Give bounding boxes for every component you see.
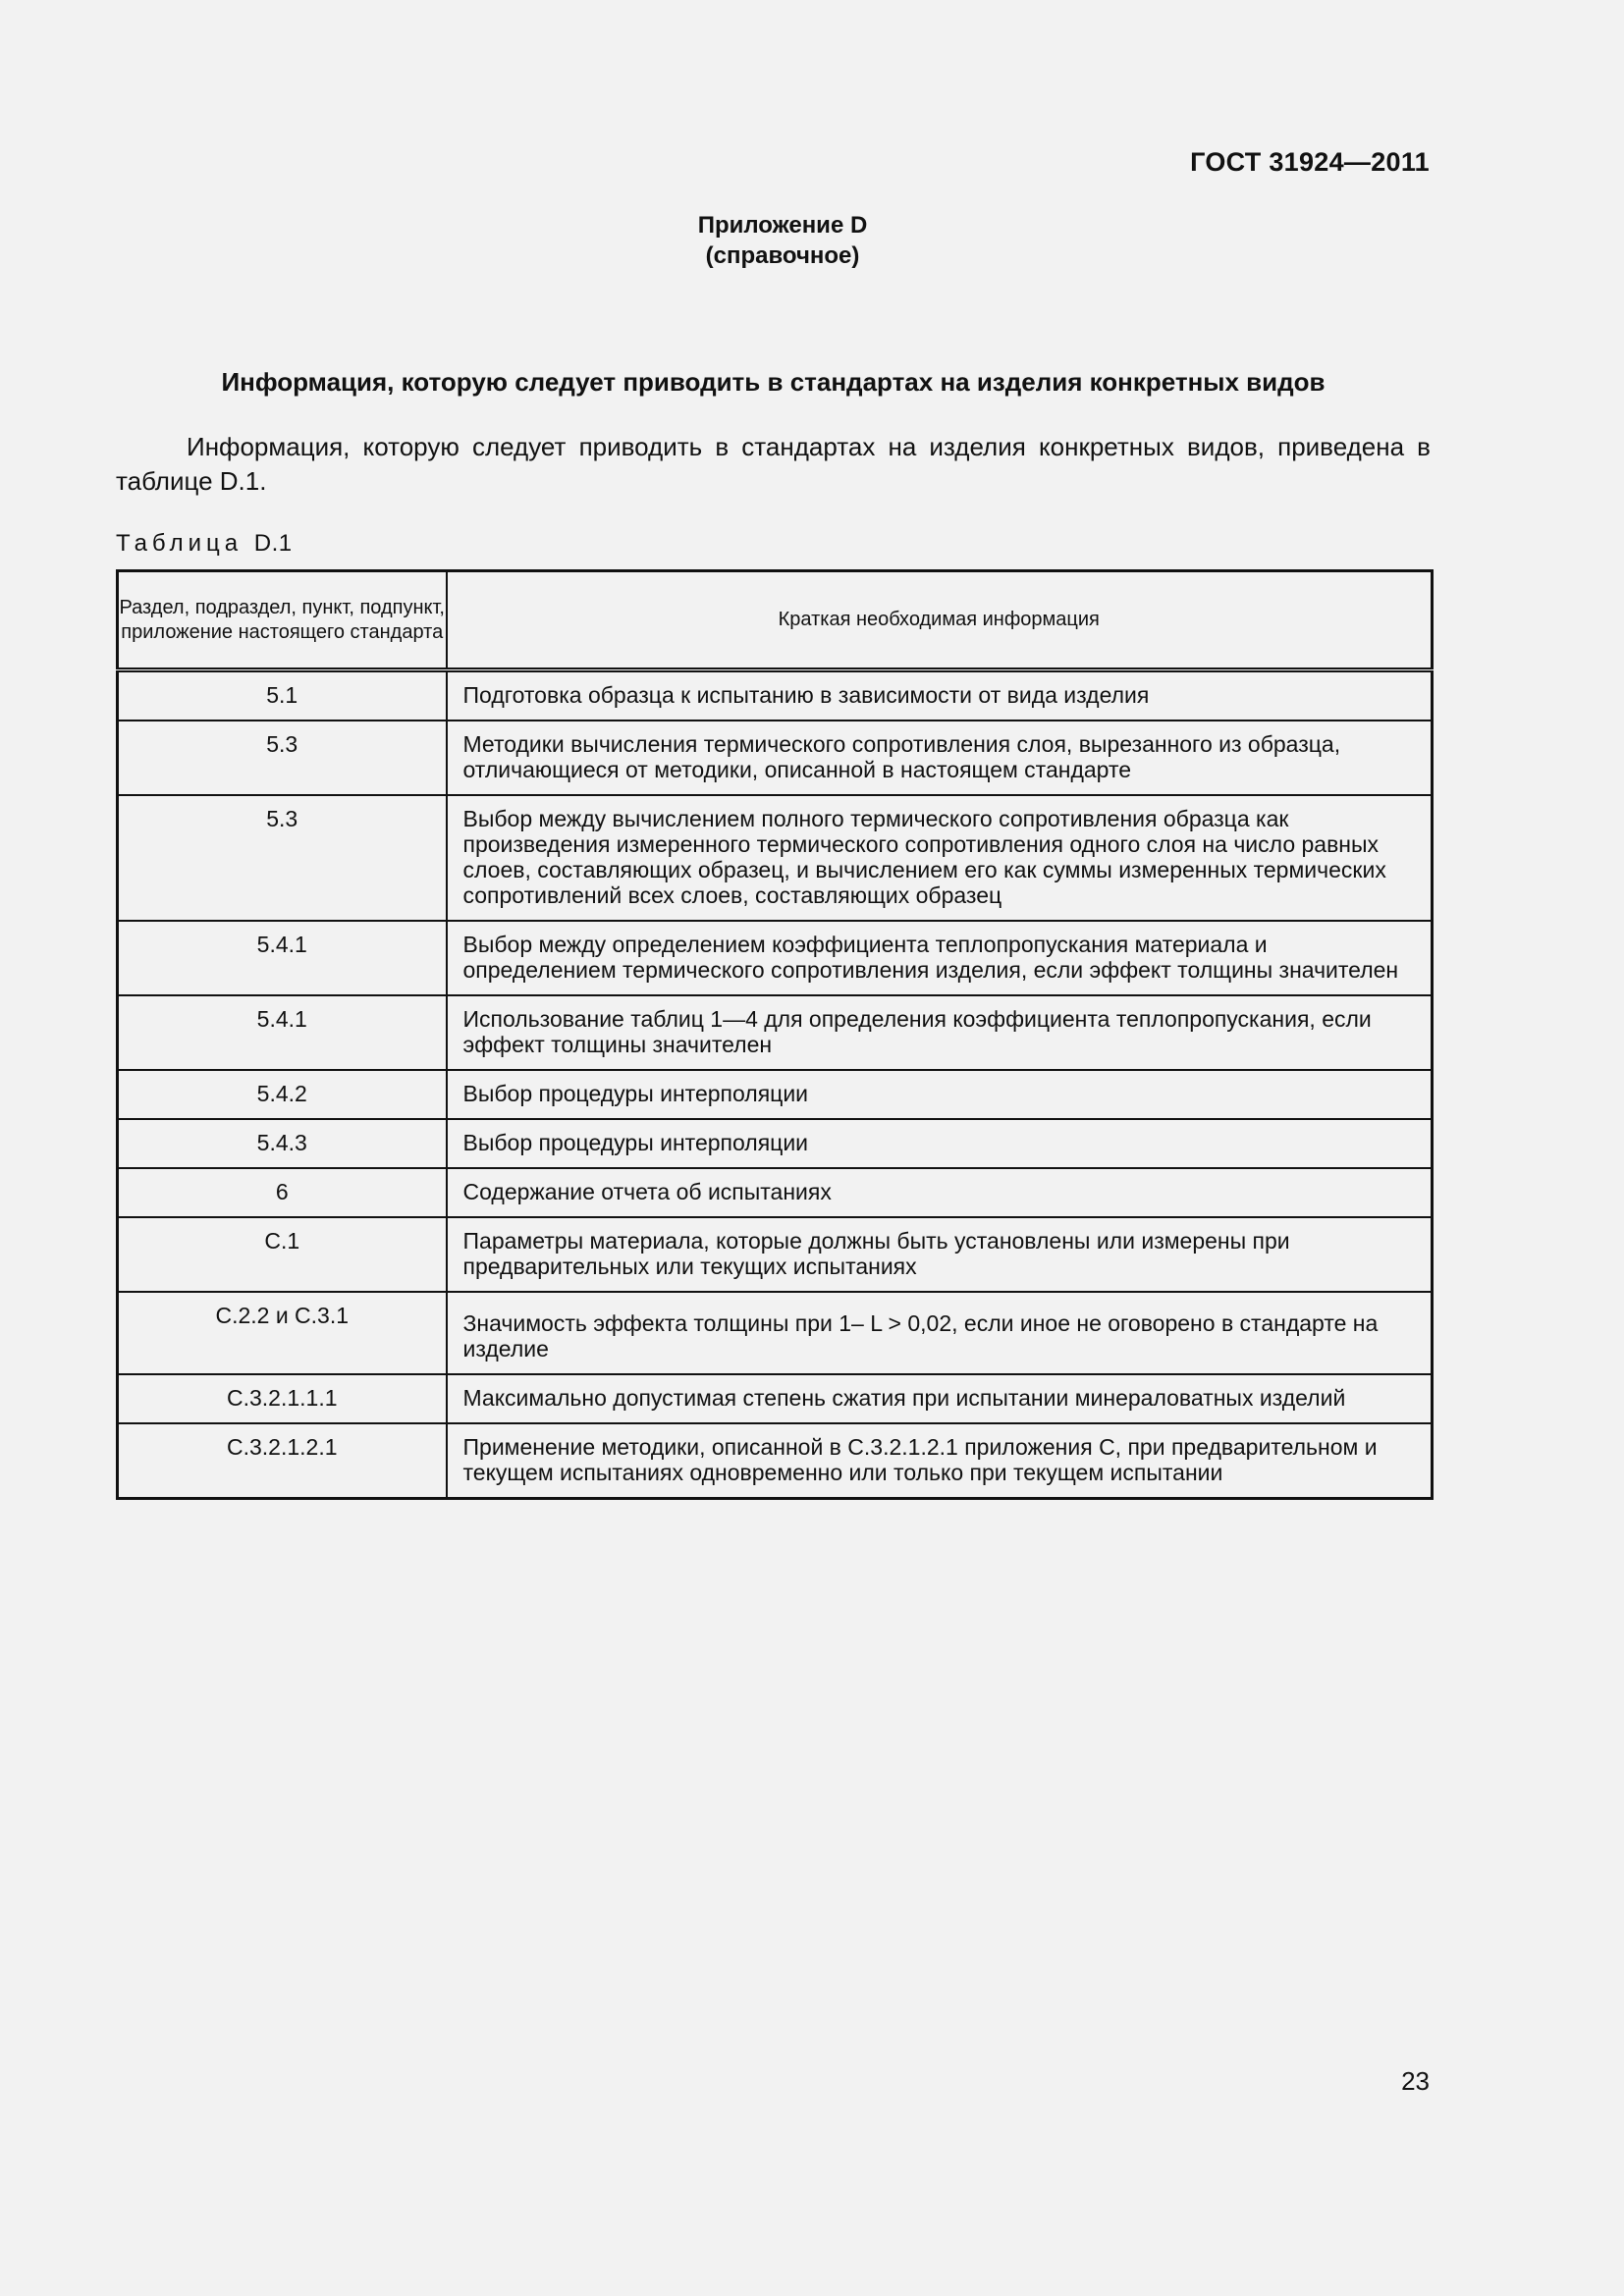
section-cell: 5.4.3 — [118, 1119, 447, 1168]
info-cell: Выбор процедуры интерполяции — [447, 1119, 1433, 1168]
section-cell: С.1 — [118, 1217, 447, 1292]
section-cell: 6 — [118, 1168, 447, 1217]
info-cell: Методики вычисления термического сопротивления слоя, вырезанного из образца, отличающиеся от методики, описанной в настоящем стандарте — [447, 721, 1433, 795]
document-code: ГОСТ 31924—2011 — [1190, 147, 1430, 177]
table-row — [118, 1070, 1433, 1119]
page-number: 23 — [1401, 2066, 1430, 2096]
appendix-title: Приложение D — [697, 212, 868, 239]
section-column-header: Раздел, подраздел, пункт, подпункт, приложение настоящего стандарта — [118, 571, 447, 670]
table-row — [118, 1119, 1433, 1168]
table-caption-number: D.1 — [253, 530, 293, 557]
appendix-subtitle: (справочное) — [705, 242, 860, 269]
info-cell: Содержание отчета об испытаниях — [447, 1168, 1433, 1217]
section-cell: 5.3 — [118, 795, 447, 921]
section-cell: С.3.2.1.2.1 — [118, 1423, 447, 1499]
table-caption-word: Таблица — [116, 530, 244, 557]
info-cell: Максимально допустимая степень сжатия при испытании минераловатных изделий — [447, 1374, 1433, 1423]
section-cell: 5.4.1 — [118, 921, 447, 995]
table-caption — [116, 530, 293, 558]
table-row — [118, 1217, 1433, 1292]
info-column-header: Краткая необходимая информация — [447, 571, 1433, 670]
info-cell: Подготовка образца к испытанию в зависимости от вида изделия — [447, 670, 1433, 721]
info-cell: Выбор между определением коэффициента теплопропускания материала и определением термического сопротивления изделия, если эффект толщины значителен — [447, 921, 1433, 995]
section-cell: 5.3 — [118, 721, 447, 795]
table-header-row — [118, 571, 1433, 670]
table-row — [118, 1374, 1433, 1423]
table-row — [118, 721, 1433, 795]
section-cell: С.2.2 и С.3.1 — [118, 1292, 447, 1374]
appendix-title-block — [0, 210, 1565, 271]
info-cell: Параметры материала, которые должны быть установлены или измерены при предварительных или текущих испытаниях — [447, 1217, 1433, 1292]
info-cell: Применение методики, описанной в С.3.2.1.2.1 приложения С, при предварительном и текущем испытаниях одновременно или только при текущем испытании — [447, 1423, 1433, 1499]
info-table — [116, 569, 1434, 1500]
table-row — [118, 1292, 1433, 1374]
section-cell: 5.4.1 — [118, 995, 447, 1070]
table-row — [118, 995, 1433, 1070]
section-cell: 5.1 — [118, 670, 447, 721]
section-heading: Информация, которую следует приводить в стандартах на изделия конкретных видов — [221, 367, 1326, 397]
info-cell: Значимость эффекта толщины при 1– L > 0,02, если иное не оговорено в стандарте на изделие — [447, 1292, 1433, 1374]
table-row — [118, 795, 1433, 921]
table-row — [118, 1423, 1433, 1499]
intro-paragraph: Информация, которую следует приводить в стандартах на изделия конкретных видов, приведена в таблице D.1. — [116, 432, 1431, 496]
section-cell: 5.4.2 — [118, 1070, 447, 1119]
section-cell: С.3.2.1.1.1 — [118, 1374, 447, 1423]
table-row — [118, 670, 1433, 721]
table-row — [118, 921, 1433, 995]
table-row — [118, 1168, 1433, 1217]
info-cell: Выбор процедуры интерполяции — [447, 1070, 1433, 1119]
info-cell: Выбор между вычислением полного термического сопротивления образца как произведения измеренного термического сопротивления одного слоя на число равных слоев, составляющих образец, и вычислением его как суммы измеренных термических сопротивлений всех слоев, составляющих образец — [447, 795, 1433, 921]
info-cell: Использование таблиц 1—4 для определения коэффициента теплопропускания, если эффект толщины значителен — [447, 995, 1433, 1070]
